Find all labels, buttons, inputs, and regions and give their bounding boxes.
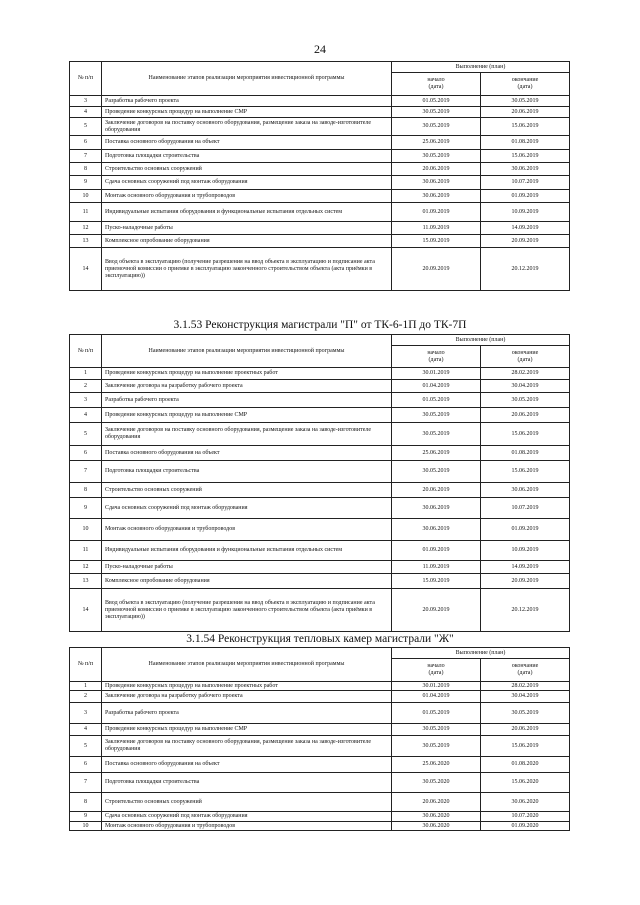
section-title-3-1-54: 3.1.54 Реконструкция тепловых камер магистрали "Ж" (186, 633, 454, 645)
table-row: 2 Заключение договора на разработку рабочего проекта 01.04.2019 30.04.2019 (70, 691, 570, 703)
table-row: 12 Пуско-наладочные работы 11.09.2019 14.09.2019 (70, 561, 570, 574)
table-row: 10 Монтаж основного оборудования и трубопроводов 30.06.2020 01.09.2020 (70, 822, 570, 831)
table-row: 9 Сдача основных сооружений под монтаж оборудования 30.06.2019 10.07.2019 (70, 176, 570, 190)
table-row: 8 Строительство основных сооружений 20.06.2020 30.06.2020 (70, 793, 570, 812)
table-row: 1 Проведение конкурсных процедур на выполнение проектных работ 30.01.2019 28.02.2019 (70, 682, 570, 691)
header-num: № п/п (70, 62, 102, 96)
table-row: 11 Индивидуальные испытания оборудования и функциональные испытания отдельных систем 01.09.2019 10.09.2019 (70, 203, 570, 222)
table-row: 13 Комплексное опробование оборудования 15.09.2019 20.09.2019 (70, 235, 570, 248)
table-row: 5 Заключение договоров на поставку основного оборудования, размещение заказа на заводе-изготовителе оборудования 30.05.2019 15.06.2019 (70, 118, 570, 136)
header-name: Наименование этапов реализации мероприятия инвестиционной программы (102, 335, 392, 368)
header-end: окончание (дата) (481, 346, 570, 368)
header-num: № п/п (70, 335, 102, 368)
header-name: Наименование этапов реализации мероприятия инвестиционной программы (102, 648, 392, 682)
table-row: 6 Поставка основного оборудования на объект 25.06.2019 01.08.2019 (70, 446, 570, 461)
schedule-table-3 (69, 647, 570, 831)
table-row: 14 Ввод объекта в эксплуатацию (получение разрешения на ввод объекта в эксплуатацию и подписание акта приемочной комиссии о приемке в эксплуатацию законченного строительством объекта (акта приёмки в эксплуатацию)) 20.09.2019 20.12.2019 (70, 589, 570, 632)
table-row: 3 Разработка рабочего проекта 01.05.2019 30.05.2019 (70, 703, 570, 724)
header-exec: Выполнение (план) (392, 335, 570, 346)
table-row: 3 Разработка рабочего проекта 01.05.2019 30.05.2019 (70, 393, 570, 408)
table-row: 4 Проведение конкурсных процедур на выполнение СМР 30.05.2019 20.06.2019 (70, 107, 570, 118)
table-row: 5 Заключение договоров на поставку основного оборудования, размещение заказа на заводе-изготовителе оборудования 30.05.2019 15.06.2019 (70, 423, 570, 446)
table-row: 6 Поставка основного оборудования на объект 25.06.2019 01.08.2019 (70, 136, 570, 150)
schedule-table-2 (69, 334, 570, 632)
table-row: 10 Монтаж основного оборудования и трубопроводов 30.06.2019 01.09.2019 (70, 519, 570, 541)
table-row: 5 Заключение договоров на поставку основного оборудования, размещение заказа на заводе-изготовителе оборудования 30.05.2019 15.06.2019 (70, 736, 570, 757)
table-row: 6 Поставка основного оборудования на объект 25.06.2020 01.08.2020 (70, 757, 570, 773)
table-row: 14 Ввод объекта в эксплуатацию (получение разрешения на ввод объекта в эксплуатацию и подписание акта приемочной комиссии о приемке в эксплуатацию законченного строительством объекта (акта приёмки в эксплуатацию)) 20.09.2019 20.12.2019 (70, 248, 570, 291)
table-row: 2 Заключение договора на разработку рабочего проекта 01.04.2019 30.04.2019 (70, 380, 570, 393)
section-title-3-1-53: 3.1.53 Реконструкция магистрали "П" от ТК-6-1П до ТК-7П (173, 319, 467, 331)
page-number: 24 (314, 42, 326, 56)
table-row: 4 Проведение конкурсных процедур на выполнение СМР 30.05.2019 20.06.2019 (70, 724, 570, 736)
header-start: начало (дата) (392, 73, 481, 96)
header-exec: Выполнение (план) (392, 648, 570, 659)
table-row: 9 Сдача основных сооружений под монтаж оборудования 30.06.2019 10.07.2019 (70, 498, 570, 519)
table-row: 9 Сдача основных сооружений под монтаж оборудования 30.06.2020 10.07.2020 (70, 812, 570, 822)
header-num: № п/п (70, 648, 102, 682)
table-row: 10 Монтаж основного оборудования и трубопроводов 30.06.2019 01.09.2019 (70, 190, 570, 203)
table-row: 4 Проведение конкурсных процедур на выполнение СМР 30.05.2019 20.06.2019 (70, 408, 570, 423)
header-end: окончание (дата) (481, 659, 570, 682)
header-start: начало (дата) (392, 659, 481, 682)
table-row: 7 Подготовка площадки строительства 30.05.2020 15.06.2020 (70, 773, 570, 793)
table-row: 13 Комплексное опробование оборудования 15.09.2019 20.09.2019 (70, 574, 570, 589)
table-row: 8 Строительство основных сооружений 20.06.2019 30.06.2019 (70, 483, 570, 498)
schedule-table-1 (69, 61, 570, 291)
header-end: окончание (дата) (481, 73, 570, 96)
table-row: 1 Проведение конкурсных процедур на выполнение проектных работ 30.01.2019 28.02.2019 (70, 368, 570, 380)
table-row: 12 Пуско-наладочные работы 11.09.2019 14.09.2019 (70, 222, 570, 235)
table-row: 8 Строительство основных сооружений 20.06.2019 30.06.2019 (70, 163, 570, 176)
header-start: начало (дата) (392, 346, 481, 368)
table-row: 3 Разработка рабочего проекта 01.05.2019 30.05.2019 (70, 96, 570, 107)
table-row: 7 Подготовка площадки строительства 30.05.2019 15.06.2019 (70, 150, 570, 163)
header-name: Наименование этапов реализации мероприятия инвестиционной программы (102, 62, 392, 96)
header-exec: Выполнение (план) (392, 62, 570, 73)
table-row: 11 Индивидуальные испытания оборудования и функциональные испытания отдельных систем 01.09.2019 10.09.2019 (70, 541, 570, 561)
table-row: 7 Подготовка площадки строительства 30.05.2019 15.06.2019 (70, 461, 570, 483)
